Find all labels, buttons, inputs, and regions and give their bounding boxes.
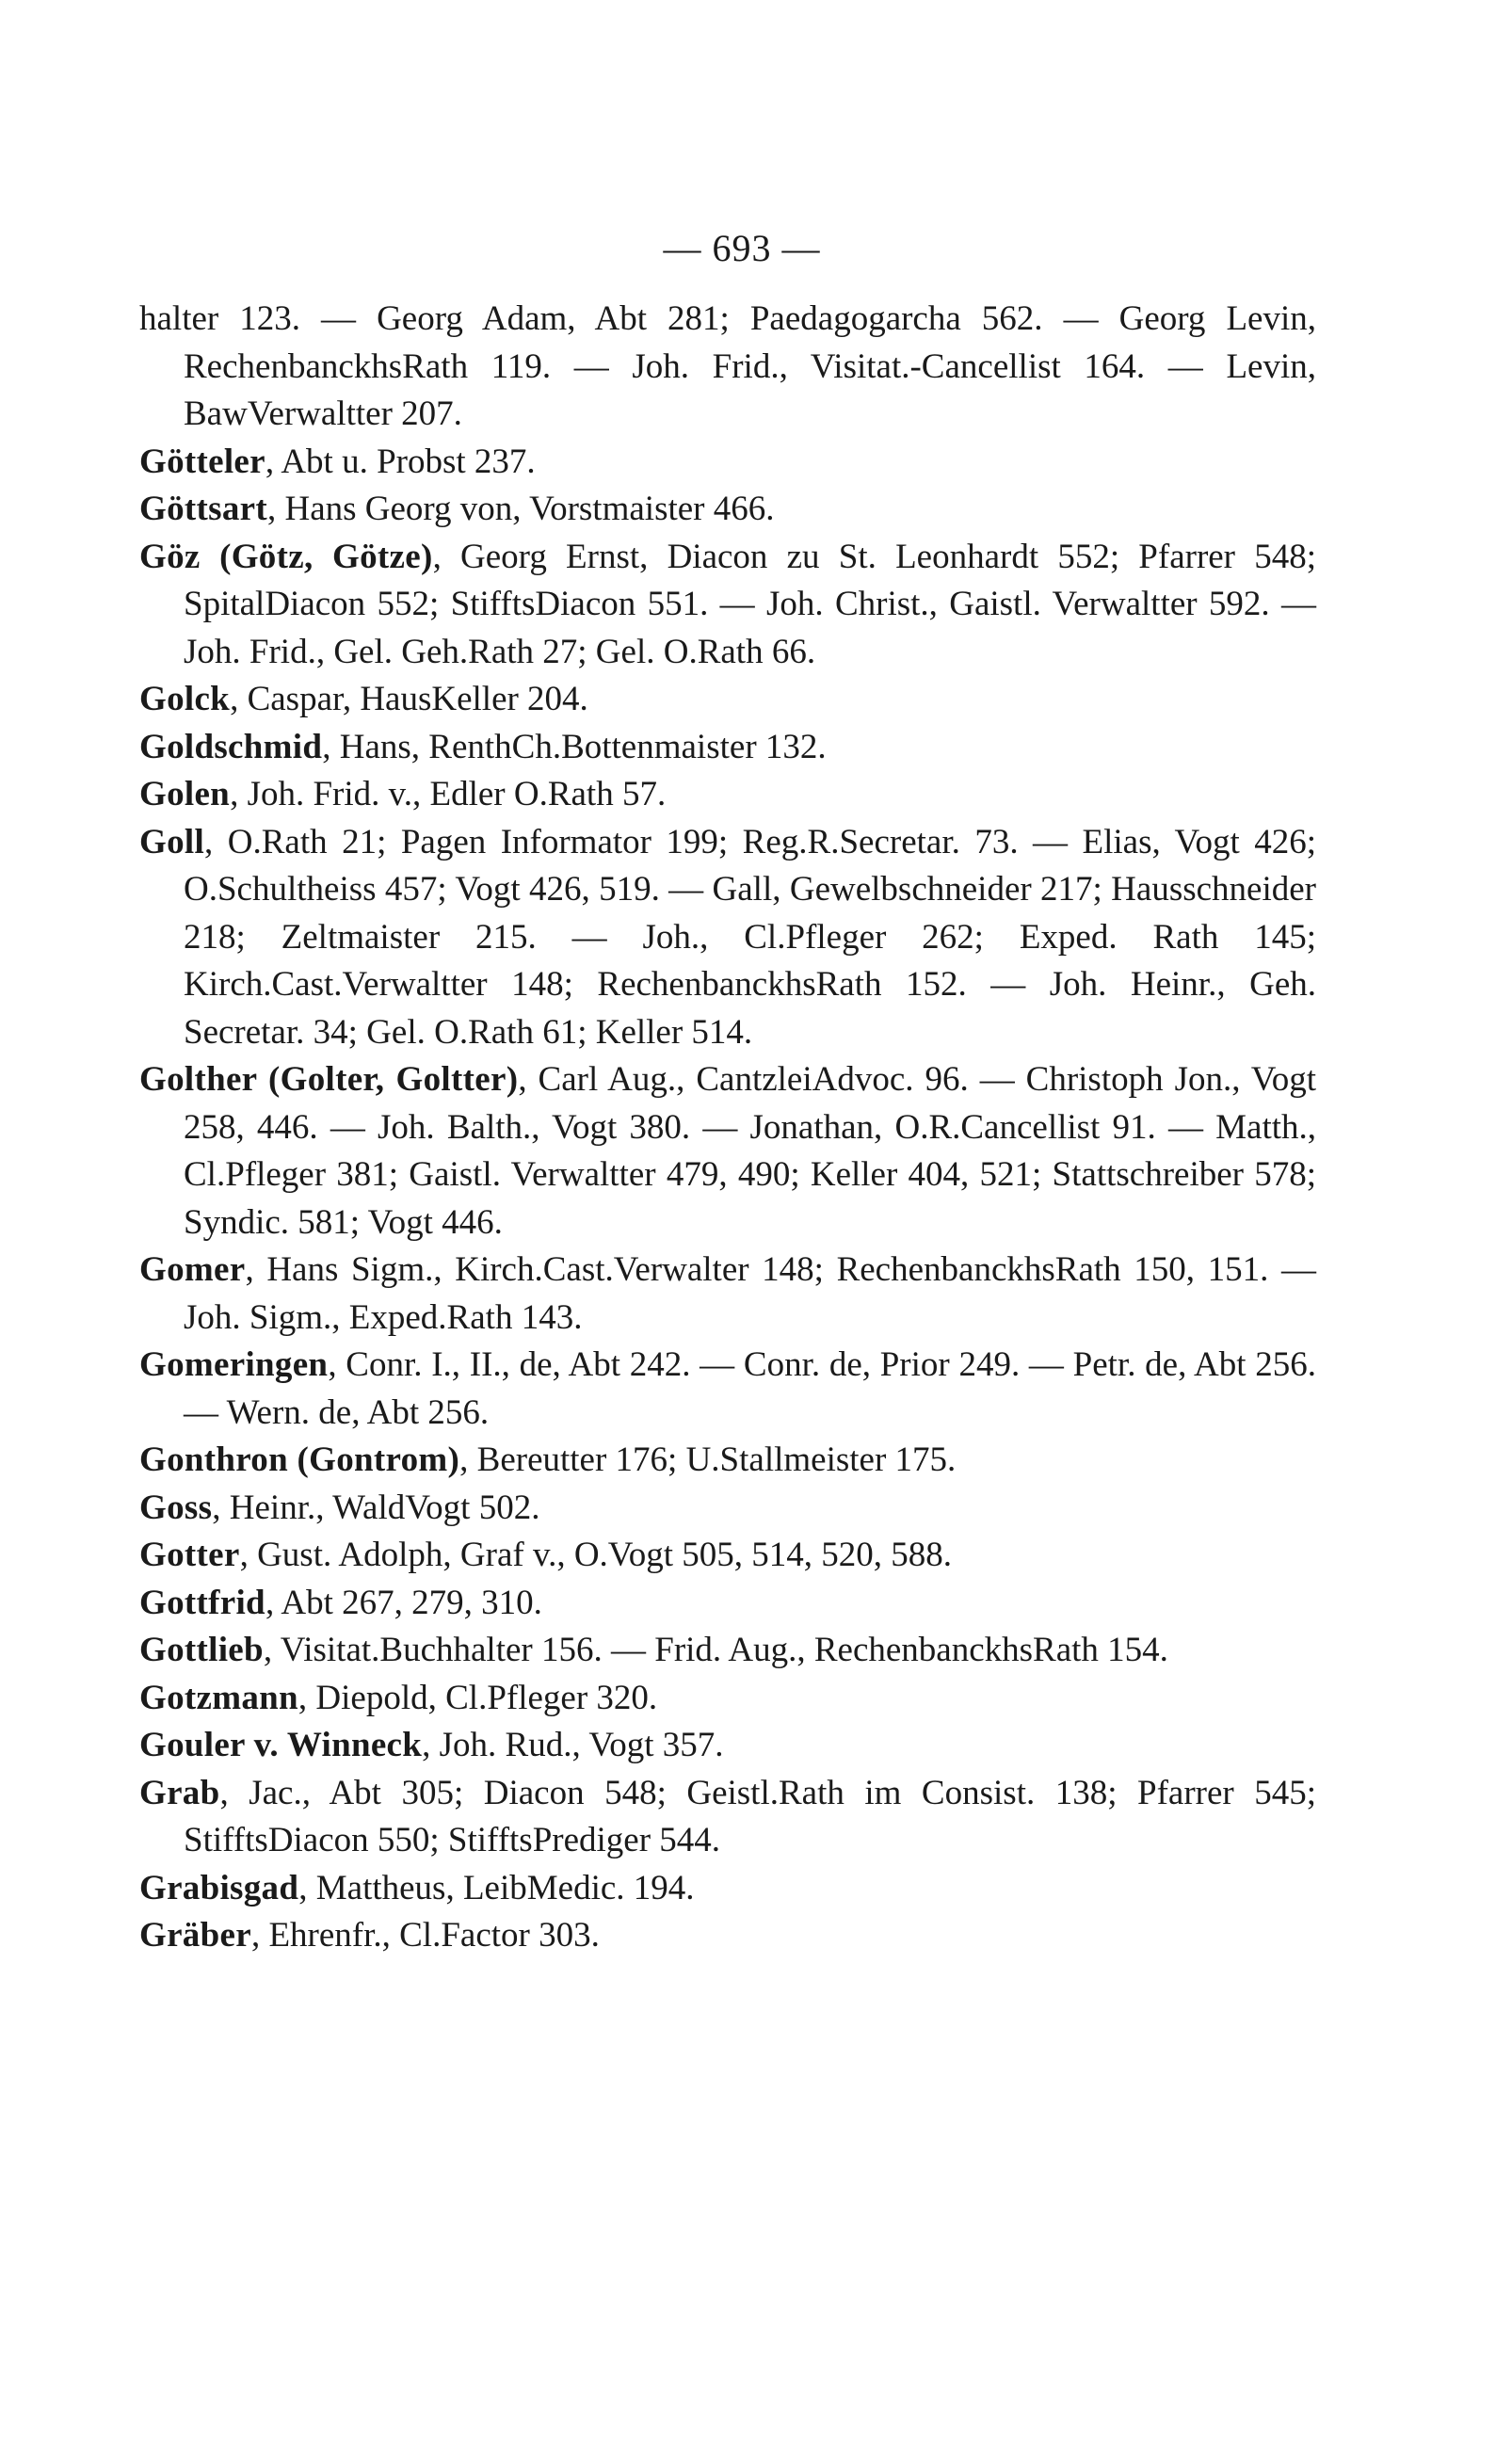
- entry-text: , Visitat.Buchhalter 156. — Frid. Aug., RechenbanckhsRath 154.: [263, 1631, 1168, 1669]
- index-entry: [139, 819, 1316, 1057]
- entry-headword: Goldschmid: [139, 727, 323, 766]
- entry-headword: Goll: [139, 822, 205, 861]
- entry-text: , Abt 267, 279, 310.: [265, 1583, 542, 1622]
- index-entry: [139, 771, 1316, 819]
- entry-text: , Hans Georg von, Vorstmaister 466.: [266, 490, 775, 528]
- entry-text: , Conr. I., II., de, Abt 242. — Conr. de, Prior 249. — Petr. de, Abt 256. — Wern. de, Abt 256.: [184, 1345, 1316, 1432]
- entry-headword: Grab: [139, 1773, 220, 1812]
- index-entries: [139, 296, 1316, 1960]
- index-entry: [139, 1532, 1316, 1580]
- index-entry: [139, 1865, 1316, 1913]
- entry-headword: Gotter: [139, 1536, 240, 1574]
- index-entry: [139, 1722, 1316, 1770]
- entry-headword: Gonthron (Gontrom): [139, 1440, 460, 1479]
- index-entry: [139, 1580, 1316, 1628]
- entry-headword: Golther (Golter, Goltter): [139, 1060, 519, 1099]
- index-entry: [139, 1437, 1316, 1485]
- entry-headword: Golck: [139, 680, 231, 718]
- index-entry: [139, 486, 1316, 534]
- entry-headword: Gottfrid: [139, 1583, 265, 1622]
- entry-text: , Hans, RenthCh.Bottenmaister 132.: [322, 727, 827, 766]
- entry-text: , Joh. Frid. v., Edler O.Rath 57.: [230, 775, 667, 813]
- entry-text: , Georg Ernst, Diacon zu St. Leonhardt 552; Pfarrer 548; SpitalDiacon 552; StifftsDiacon 551. — Joh. Christ., Gaistl. Verwaltter 592. — Joh. Frid., Gel. Geh.Rath 27; Gel. O.Rath 66.: [184, 537, 1316, 671]
- entry-headword: Gouler v. Winneck: [139, 1726, 423, 1764]
- entry-headword: Göz (Götz, Götze): [139, 537, 433, 576]
- entry-headword: Göttsart: [139, 490, 267, 528]
- entry-headword: Grabisgad: [139, 1868, 299, 1907]
- entry-headword: Gomer: [139, 1250, 246, 1289]
- entry-text: , Gust. Adolph, Graf v., O.Vogt 505, 514, 520, 588.: [239, 1536, 953, 1574]
- index-entry: [139, 1675, 1316, 1723]
- entry-text: , Caspar, HausKeller 204.: [230, 680, 588, 718]
- entry-headword: Gotzmann: [139, 1678, 298, 1717]
- index-entry: [139, 724, 1316, 772]
- entry-text: , Hans Sigm., Kirch.Cast.Verwalter 148; RechenbanckhsRath 150, 151. — Joh. Sigm., Exped.Rath 143.: [184, 1250, 1316, 1337]
- entry-text: , Abt u. Probst 237.: [265, 442, 536, 481]
- index-entry: [139, 1342, 1316, 1437]
- page-number: — 693 —: [663, 227, 821, 269]
- entry-text: , O.Rath 21; Pagen Informator 199; Reg.R.Secretar. 73. — Elias, Vogt 426; O.Schultheiss 457; Vogt 426, 519. — Gall, Gewelbschneider 217; Hausschneider 218; Zeltmaister 215. — Joh., Cl.Pfleger 262; Exped. Rath 145; Kirch.Cast.Verwaltter 148; RechenbanckhsRath 152. — Joh. Heinr., Geh. Secretar. 34; Gel. O.Rath 61; Keller 514.: [184, 822, 1316, 1052]
- index-entry: [139, 296, 1316, 439]
- index-entry: [139, 676, 1316, 724]
- index-entry: [139, 1485, 1316, 1533]
- index-entry: [139, 1247, 1316, 1342]
- index-entry: [139, 1056, 1316, 1247]
- index-entry: [139, 1912, 1316, 1960]
- entry-headword: Götteler: [139, 442, 265, 481]
- entry-text: , Carl Aug., CantzleiAdvoc. 96. — Christoph Jon., Vogt 258, 446. — Joh. Balth., Vogt 380. — Jonathan, O.R.Cancellist 91. — Matth., Cl.Pfleger 381; Gaistl. Verwaltter 479, 490; Keller 404, 521; Stattschreiber 578; Syndic. 581; Vogt 446.: [184, 1060, 1316, 1242]
- index-entry: [139, 1627, 1316, 1675]
- entry-text: , Ehrenfr., Cl.Factor 303.: [250, 1916, 600, 1955]
- entry-text: , Heinr., WaldVogt 502.: [212, 1488, 540, 1527]
- entry-headword: Gomeringen: [139, 1345, 329, 1384]
- entry-text: , Jac., Abt 305; Diacon 548; Geistl.Rath im Consist. 138; Pfarrer 545; StifftsDiacon 550; StifftsPrediger 544.: [184, 1773, 1316, 1859]
- entry-headword: Gottlieb: [139, 1631, 264, 1669]
- entry-text: , Joh. Rud., Vogt 357.: [422, 1726, 724, 1764]
- entry-headword: Golen: [139, 775, 231, 813]
- entry-text: , Bereutter 176; U.Stallmeister 175.: [459, 1440, 957, 1479]
- index-page: [139, 226, 1316, 1960]
- entry-text: , Diepold, Cl.Pfleger 320.: [298, 1678, 658, 1717]
- index-entry: [139, 439, 1316, 487]
- entry-headword: Gräber: [139, 1916, 251, 1955]
- index-entry: [139, 1770, 1316, 1865]
- entry-text: halter 123. — Georg Adam, Abt 281; Paedagogarcha 562. — Georg Levin, RechenbanckhsRath 119. — Joh. Frid., Visitat.-Cancellist 164. — Levin, BawVerwaltter 207.: [139, 299, 1316, 433]
- entry-text: , Mattheus, LeibMedic. 194.: [298, 1868, 695, 1907]
- entry-headword: Goss: [139, 1488, 213, 1527]
- index-entry: [139, 534, 1316, 677]
